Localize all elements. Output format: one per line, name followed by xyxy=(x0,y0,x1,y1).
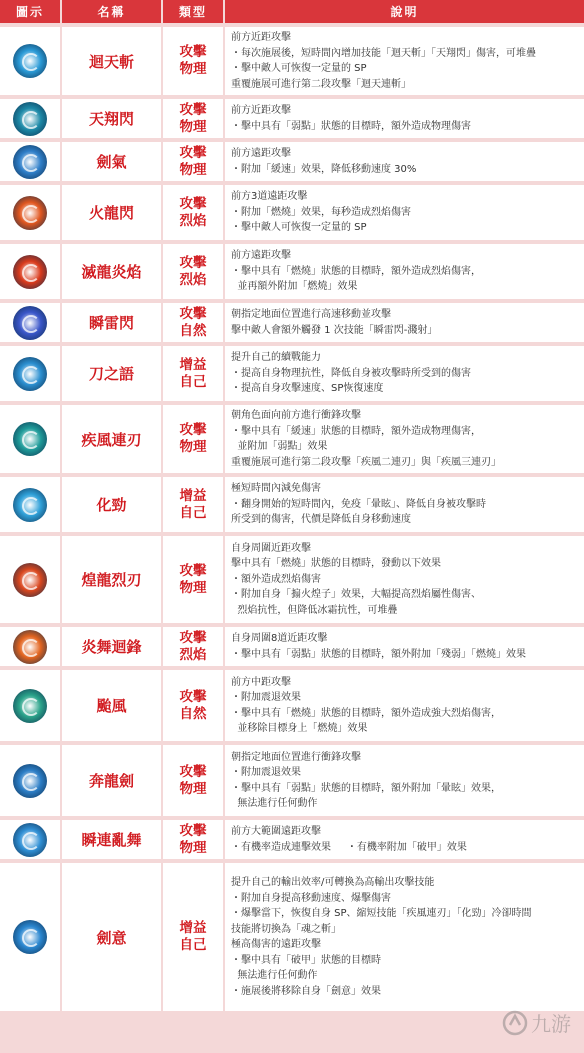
charging-dragon-icon xyxy=(13,764,47,798)
table-row xyxy=(0,627,584,666)
description-line: 提升自己的續戰能力 xyxy=(231,352,321,364)
table-row xyxy=(0,820,584,859)
skill-description xyxy=(223,745,584,816)
skill-name: 滅龍炎焰 xyxy=(60,244,161,299)
skill-type-line: 攻擊 xyxy=(179,305,207,322)
description-line: ・擊中具有「燃燒」狀態的目標時，額外造成強大烈焰傷害， xyxy=(231,707,501,719)
description-line: ・附加震退效果 xyxy=(231,767,301,778)
skill-type xyxy=(161,863,223,1011)
icon-cell xyxy=(0,670,60,741)
description-line: 自身周圍8道近距攻擊 xyxy=(231,633,328,644)
skill-type-line: 烈焰 xyxy=(179,646,207,663)
skill-description xyxy=(223,536,584,623)
skill-type xyxy=(161,627,223,666)
description-line: ・擊中敵人可恢復一定量的 SP xyxy=(231,222,367,234)
description-line: ・附加震退效果 xyxy=(231,692,301,703)
shield-aura-icon xyxy=(13,488,47,522)
skill-description xyxy=(223,627,584,666)
description-line: ・附加自身提高移動速度、爆擊傷害 xyxy=(231,892,391,904)
skill-type-line: 攻擊 xyxy=(179,254,207,271)
description-line: 前方遠距攻擊 xyxy=(231,250,291,262)
skill-name: 化勁 xyxy=(60,477,161,532)
skill-type xyxy=(161,405,223,473)
icon-cell xyxy=(0,27,60,95)
table-row xyxy=(0,244,584,299)
header-name: 名稱 xyxy=(60,0,161,23)
table-row xyxy=(0,745,584,816)
lightning-icon xyxy=(13,306,47,340)
watermark-logo-icon xyxy=(501,1003,576,1043)
icon-cell xyxy=(0,863,60,1011)
description-line: 前方中距攻擊 xyxy=(231,676,291,688)
description-line: 前方近距攻擊 xyxy=(231,105,291,116)
skill-type-line: 自己 xyxy=(179,937,207,953)
skill-name: 疾風連刃 xyxy=(60,405,161,473)
skill-description xyxy=(223,820,584,859)
skill-name: 刀之語 xyxy=(60,346,161,401)
skill-name: 瞬連亂舞 xyxy=(60,820,161,859)
skill-name: 劍氣 xyxy=(60,142,161,181)
skill-name: 炎舞迴鋒 xyxy=(60,627,161,666)
header-icon: 圖示 xyxy=(0,0,60,23)
skill-type-line: 攻擊 xyxy=(179,629,207,646)
skill-type-line: 自己 xyxy=(179,373,207,390)
skill-name: 迴天斬 xyxy=(60,27,161,95)
skill-type-line: 物理 xyxy=(179,780,207,797)
description-line: ・提高自身物理抗性，降低自身被攻擊時所受到的傷害 xyxy=(231,367,471,379)
skill-type-line: 增益 xyxy=(179,487,207,504)
description-line: 並附加「弱點」效果 xyxy=(231,441,328,452)
description-line: 朝角色面向前方進行衝鋒攻擊 xyxy=(231,410,361,421)
skill-type-line: 物理 xyxy=(179,839,207,856)
description-line: 提升自己的輸出效率/可轉換為高輸出攻擊技能 xyxy=(231,877,435,888)
skill-type-line: 物理 xyxy=(179,439,207,455)
flame-burst-icon xyxy=(13,255,47,289)
skill-description xyxy=(223,670,584,741)
description-line: 重覆施展可進行第二段攻擊「迴天連斬」 xyxy=(231,78,411,90)
icon-cell xyxy=(0,244,60,299)
description-line: ・擊中具有「弱點」狀態的目標時，額外造成物理傷害 xyxy=(231,120,471,132)
typhoon-icon xyxy=(13,689,47,723)
icon-cell xyxy=(0,303,60,342)
description-line: ・有機率造成連擊效果 ・有機率附加「破甲」效果 xyxy=(231,841,467,853)
skill-type-line: 增益 xyxy=(179,920,207,936)
skill-type-line: 攻擊 xyxy=(179,44,207,60)
skill-type xyxy=(161,99,223,138)
description-line: ・額外造成烈焰傷害 xyxy=(231,573,321,585)
skill-type xyxy=(161,142,223,181)
table-row xyxy=(0,670,584,741)
description-line: ・擊中具有「弱點」狀態的目標時，額外附加「暈眩」效果， xyxy=(231,782,501,794)
fire-spin-icon xyxy=(13,630,47,664)
description-line: ・施展後將移除自身「劍意」效果 xyxy=(231,985,381,997)
icon-cell xyxy=(0,405,60,473)
blazing-dragon-icon xyxy=(13,563,47,597)
skill-name: 奔龍劍 xyxy=(60,745,161,816)
blade-aura-icon xyxy=(13,357,47,391)
table-row xyxy=(0,346,584,401)
skill-description xyxy=(223,863,584,1011)
skill-type xyxy=(161,670,223,741)
skill-type xyxy=(161,745,223,816)
icon-cell xyxy=(0,536,60,623)
skill-type-line: 物理 xyxy=(179,61,207,77)
description-line: 擊中敵人會額外觸發 1 次技能「瞬雷閃-濺射」 xyxy=(231,324,438,336)
description-line: 前方大範圍遠距攻擊 xyxy=(231,826,321,837)
skill-description xyxy=(223,27,584,95)
icon-cell xyxy=(0,142,60,181)
skill-name: 颱風 xyxy=(60,670,161,741)
header-type: 類型 xyxy=(161,0,223,23)
description-line: ・附加「燃燒」效果，每秒造成烈焰傷害 xyxy=(231,206,411,218)
description-line: ・擊中具有「破甲」狀態的目標時 xyxy=(231,954,381,966)
icon-cell xyxy=(0,99,60,138)
table-header-row xyxy=(0,0,584,23)
skill-type xyxy=(161,477,223,532)
skill-type-line: 攻擊 xyxy=(179,763,207,780)
description-line: 極高傷害的遠距攻擊 xyxy=(231,939,321,950)
table-row xyxy=(0,99,584,138)
sword-intent-icon xyxy=(13,920,47,954)
icon-cell xyxy=(0,477,60,532)
description-line: ・爆擊當下，恢復自身 SP、縮短技能「疾風連刃」「化勁」冷卻時間 xyxy=(231,908,532,919)
skill-type xyxy=(161,536,223,623)
table-row xyxy=(0,303,584,342)
skill-description xyxy=(223,99,584,138)
description-line: ・擊中具有「弱點」狀態的目標時，額外附加「殘弱」「燃燒」效果 xyxy=(231,648,526,660)
table-row xyxy=(0,405,584,473)
description-line: ・翻身開始的短時間內，免疫「暈眩」、降低自身被攻擊時 xyxy=(231,498,486,510)
skill-description xyxy=(223,346,584,401)
skill-type-line: 物理 xyxy=(179,161,207,178)
description-line: 前方遠距攻擊 xyxy=(231,148,291,159)
table-row xyxy=(0,477,584,532)
skill-description xyxy=(223,477,584,532)
description-line: 無法進行任何動作 xyxy=(231,798,318,809)
wind-blade-icon xyxy=(13,422,47,456)
skill-type-line: 自然 xyxy=(179,705,207,722)
description-line: 無法進行任何動作 xyxy=(231,970,318,981)
table-row xyxy=(0,142,584,181)
skill-type xyxy=(161,244,223,299)
icon-cell xyxy=(0,745,60,816)
description-line: ・擊中具有「燃燒」狀態的目標時，額外造成烈焰傷害， xyxy=(231,265,481,277)
teal-slash-icon xyxy=(13,102,47,136)
skill-type-line: 攻擊 xyxy=(179,688,207,705)
description-line: ・附加自身「搧火煌子」效果，大幅提高烈焰屬性傷害、 xyxy=(231,589,481,601)
icon-cell xyxy=(0,627,60,666)
table-row xyxy=(0,27,584,95)
description-line: 前方3道遠距攻擊 xyxy=(231,191,308,203)
header-desc: 說明 xyxy=(223,0,584,23)
skill-type-line: 攻擊 xyxy=(179,195,207,212)
watermark-text: 九游 xyxy=(531,1012,571,1036)
description-line: ・每次施展後，短時間內增加技能「迴天斬」「天翔閃」傷害，可堆疊 xyxy=(231,47,536,59)
description-line: 並移除目標身上「燃燒」效果 xyxy=(231,723,368,734)
skill-type-line: 攻擊 xyxy=(179,422,207,438)
description-line: 前方近距攻擊 xyxy=(231,32,291,43)
table-row xyxy=(0,863,584,1011)
skill-description xyxy=(223,142,584,181)
skill-description xyxy=(223,405,584,473)
icon-cell xyxy=(0,346,60,401)
description-line: ・擊中具有「緩速」狀態的目標時，額外造成物理傷害， xyxy=(231,425,481,437)
description-line: ・提高自身攻擊速度、SP恢復速度 xyxy=(231,383,384,395)
skill-description xyxy=(223,244,584,299)
description-line: 烈焰抗性，但降低冰霜抗性，可堆疊 xyxy=(231,604,398,616)
skill-type-line: 自己 xyxy=(179,504,207,521)
skill-name: 劍意 xyxy=(60,863,161,1011)
description-line: 自身周圍近距攻擊 xyxy=(231,542,311,554)
description-line: 極短時間內減免傷害 xyxy=(231,483,321,495)
blue-swirl-icon xyxy=(13,44,47,78)
skill-type xyxy=(161,303,223,342)
description-line: 擊中具有「燃燒」狀態的目標時，發動以下效果 xyxy=(231,558,441,570)
skill-type-line: 攻擊 xyxy=(179,562,207,579)
skill-type-line: 自然 xyxy=(179,322,207,339)
rapid-strike-icon xyxy=(13,823,47,857)
skill-type-line: 增益 xyxy=(179,356,207,373)
description-line: 並再額外附加「燃燒」效果 xyxy=(231,281,358,293)
skill-description xyxy=(223,185,584,240)
skill-type-line: 烈焰 xyxy=(179,212,207,229)
sword-wave-icon xyxy=(13,145,47,179)
description-line: 技能將切換為「魂之斬」 xyxy=(231,923,341,935)
icon-cell xyxy=(0,820,60,859)
fire-dragon-icon xyxy=(13,196,47,230)
description-line: 朝指定地面位置進行衝鋒攻擊 xyxy=(231,751,361,763)
description-line: ・附加「緩速」效果，降低移動速度 30% xyxy=(231,163,417,175)
skill-type xyxy=(161,346,223,401)
skill-type-line: 攻擊 xyxy=(179,822,207,839)
skill-type-line: 物理 xyxy=(179,118,207,135)
skill-description xyxy=(223,303,584,342)
description-line: 朝指定地面位置進行高速移動並攻擊 xyxy=(231,309,391,320)
skill-type xyxy=(161,27,223,95)
skill-type-line: 烈焰 xyxy=(179,271,207,288)
skill-name: 瞬雷閃 xyxy=(60,303,161,342)
skill-type xyxy=(161,185,223,240)
description-line: 重覆施展可進行第二段攻擊「疾風二連刃」與「疾風三連刃」 xyxy=(231,456,501,468)
skill-type-line: 物理 xyxy=(179,579,207,596)
table-row xyxy=(0,536,584,623)
skill-type-line: 攻擊 xyxy=(179,101,207,118)
skill-name: 煌龍烈刃 xyxy=(60,536,161,623)
description-line: ・擊中敵人可恢復一定量的 SP xyxy=(231,63,367,74)
skill-name: 火龍閃 xyxy=(60,185,161,240)
table-row xyxy=(0,185,584,240)
skill-type-line: 攻擊 xyxy=(179,144,207,161)
skill-type xyxy=(161,820,223,859)
skill-name: 天翔閃 xyxy=(60,99,161,138)
icon-cell xyxy=(0,185,60,240)
description-line: 所受到的傷害，代價是降低自身移動速度 xyxy=(231,514,411,526)
